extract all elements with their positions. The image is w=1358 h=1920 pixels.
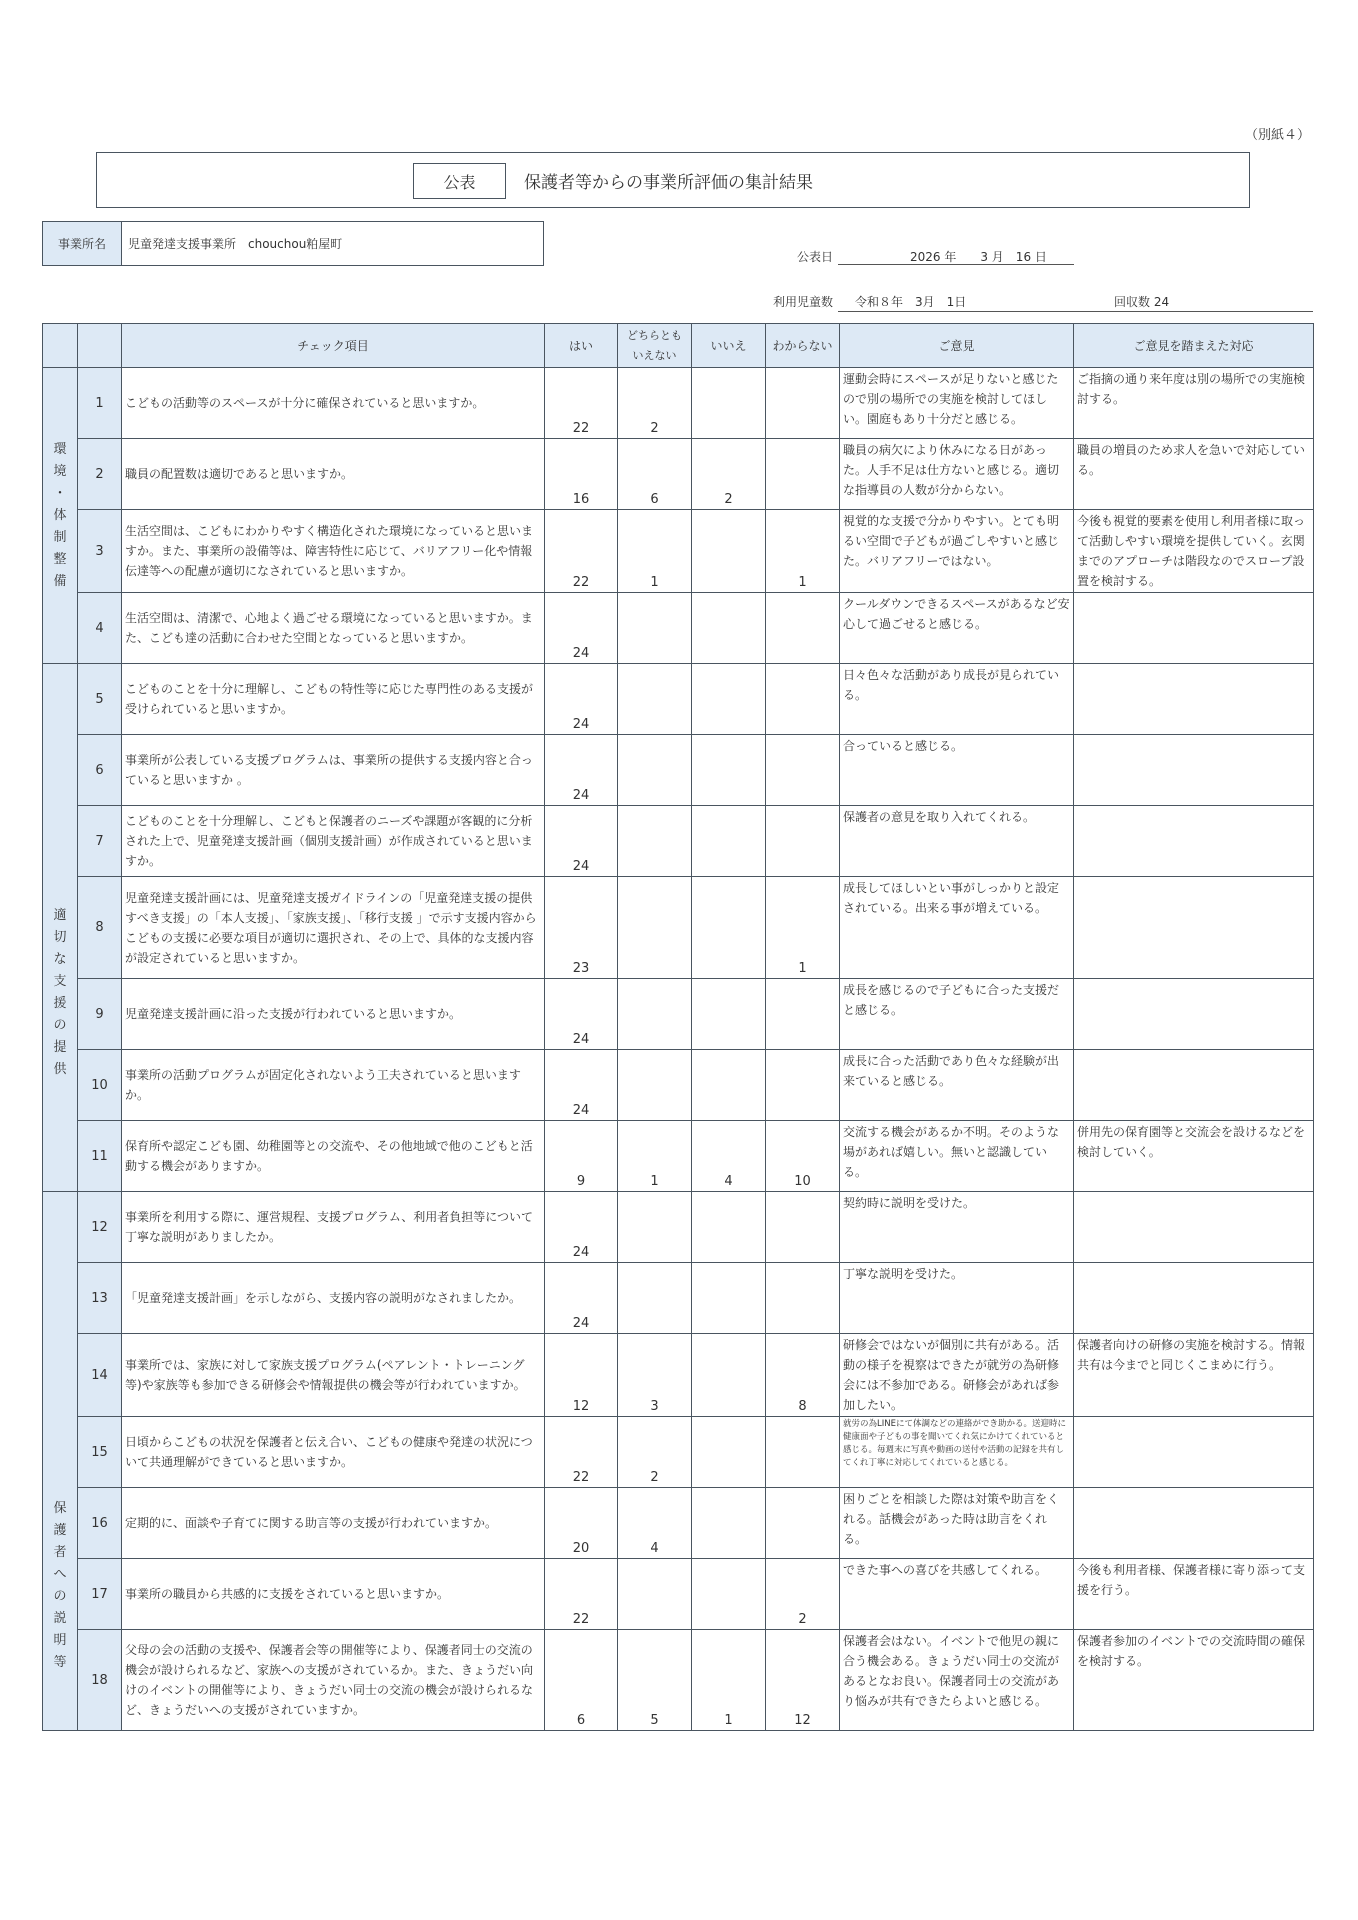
opinion-text: 運動会時にスペースが足りないと感じたので別の場所での実施を検討してほしい。園庭もあり十分だと感じる。 (840, 368, 1074, 439)
count-yes: 24 (545, 1192, 618, 1263)
count-unknown: 8 (766, 1334, 840, 1417)
count-yes: 22 (545, 1417, 618, 1488)
check-item-text: 保育所や認定こども園、幼稚園等との交流や、その他地域で他のこどもと活動する機会がありますか。 (122, 1121, 545, 1192)
count-no (692, 510, 766, 593)
item-number: 1 (78, 368, 122, 439)
opinion-text: 職員の病欠により休みになる日があった。人手不足は仕方ないと感じる。適切な指導員の人数が分からない。 (840, 439, 1074, 510)
count-no (692, 1050, 766, 1121)
check-item-text: 児童発達支援計画に沿った支援が行われていると思いますか。 (122, 979, 545, 1050)
item-number: 3 (78, 510, 122, 593)
check-item-text: こどものことを十分に理解し、こどもの特性等に応じた専門性のある支援が受けられていると思いますか。 (122, 664, 545, 735)
count-yes: 16 (545, 439, 618, 510)
header-yes: はい (545, 324, 618, 368)
count-no (692, 1559, 766, 1630)
check-item-text: 職員の配置数は適切であると思いますか。 (122, 439, 545, 510)
table-row (43, 439, 1314, 510)
count-neutral (618, 593, 692, 664)
section-label (43, 664, 78, 1192)
check-item-text: 「児童発達支援計画」を示しながら、支援内容の説明がなされましたか。 (122, 1263, 545, 1334)
check-item-text: 定期的に、面談や子育てに関する助言等の支援が行われていますか。 (122, 1488, 545, 1559)
count-yes: 23 (545, 877, 618, 979)
count-neutral (618, 877, 692, 979)
response-text: 併用先の保育園等と交流会を設けるなどを検討していく。 (1074, 1121, 1314, 1192)
check-item-text: 事業所を利用する際に、運営規程、支援プログラム、利用者負担等について丁寧な説明がありましたか。 (122, 1192, 545, 1263)
item-number: 8 (78, 877, 122, 979)
count-yes: 24 (545, 664, 618, 735)
table-row (43, 979, 1314, 1050)
section-label-char: の (53, 1589, 67, 1604)
table-header-row (43, 324, 1314, 368)
check-item-text: 児童発達支援計画には、児童発達支援ガイドラインの「児童発達支援の提供すべき支援」の「本人支援」、「家族支援」、「移行支援 」で示す支援内容からこどもの支援に必要な項目が適切に選択され、その上で、具体的な支援内容が設定されていると思いますか。 (122, 877, 545, 979)
check-item-text: 父母の会の活動の支援や、保護者会等の開催等により、保護者同士の交流の機会が設けられるなど、家族への支援がされているか。また、きょうだい向けのイベントの開催等により、きょうだい同士の交流の機会が設けられるなど、きょうだいへの支援がされていますか。 (122, 1630, 545, 1731)
count-no (692, 979, 766, 1050)
section-label-char: 提 (53, 1039, 67, 1055)
table-row (43, 735, 1314, 806)
count-neutral (618, 979, 692, 1050)
opinion-text: 保護者の意見を取り入れてくれる。 (840, 806, 1074, 877)
opinion-text: 交流する機会があるか不明。そのような場があれば嬉しい。無いと認識している。 (840, 1121, 1074, 1192)
section-label-char: 供 (53, 1061, 67, 1077)
count-yes: 9 (545, 1121, 618, 1192)
table-row (43, 1263, 1314, 1334)
opinion-text: 成長に合った活動であり色々な経験が出来ていると感じる。 (840, 1050, 1074, 1121)
count-no (692, 664, 766, 735)
response-text (1074, 1050, 1314, 1121)
item-number: 17 (78, 1559, 122, 1630)
response-text: ご指摘の通り来年度は別の場所での実施検討する。 (1074, 368, 1314, 439)
count-yes: 22 (545, 1559, 618, 1630)
count-no (692, 806, 766, 877)
section-label-char: 適 (53, 907, 67, 923)
table-row (43, 510, 1314, 593)
section-label-char: 境 (53, 463, 67, 479)
section-label-char: 支 (53, 973, 67, 989)
opinion-text: 丁寧な説明を受けた。 (840, 1263, 1074, 1334)
table-row (43, 664, 1314, 735)
section-label-char: な (53, 951, 67, 967)
item-number: 16 (78, 1488, 122, 1559)
check-item-text: こどものことを十分理解し、こどもと保護者のニーズや課題が客観的に分析された上で、児童発達支援計画（個別支援計画）が作成されていると思いますか。 (122, 806, 545, 877)
check-item-text: 事業所では、家族に対して家族支援プログラム(ペアレント・トレーニング等)や家族等も参加できる研修会や情報提供の機会等が行われていますか。 (122, 1334, 545, 1417)
opinion-text: クールダウンできるスペースがあるなど安心して過ごせると感じる。 (840, 593, 1074, 664)
count-no (692, 1417, 766, 1488)
count-no (692, 1263, 766, 1334)
opinion-text: 困りごとを相談した際は対策や助言をくれる。話機会があった時は助言をくれる。 (840, 1488, 1074, 1559)
count-unknown (766, 593, 840, 664)
item-number: 2 (78, 439, 122, 510)
check-item-text: 事業所の活動プログラムが固定化されないよう工夫されていると思いますか。 (122, 1050, 545, 1121)
count-neutral (618, 1559, 692, 1630)
table-row (43, 1630, 1314, 1731)
count-neutral: 5 (618, 1630, 692, 1731)
office-name-label: 事業所名 (43, 222, 122, 265)
count-neutral: 2 (618, 368, 692, 439)
response-text: 保護者参加のイベントでの交流時間の確保を検討する。 (1074, 1630, 1314, 1731)
count-no (692, 877, 766, 979)
count-no: 4 (692, 1121, 766, 1192)
check-item-text: 日頃からこどもの状況を保護者と伝え合い、こどもの健康や発達の状況について共通理解ができていると思いますか。 (122, 1417, 545, 1488)
item-number: 13 (78, 1263, 122, 1334)
count-no (692, 1192, 766, 1263)
table-row (43, 1050, 1314, 1121)
table-row (43, 1417, 1314, 1488)
opinion-text: 日々色々な活動があり成長が見られている。 (840, 664, 1074, 735)
section-label-char: 等 (53, 1655, 67, 1670)
response-text: 保護者向けの研修の実施を検討する。情報共有は今までと同じくこまめに行う。 (1074, 1334, 1314, 1417)
section-label-char: 保 (53, 1501, 67, 1516)
evaluation-table (42, 323, 1314, 1731)
count-neutral: 2 (618, 1417, 692, 1488)
table-row (43, 1121, 1314, 1192)
count-no (692, 1488, 766, 1559)
section-label-char: 者 (53, 1545, 67, 1560)
section-label-char: 整 (53, 551, 67, 567)
response-text (1074, 735, 1314, 806)
office-name-box (42, 221, 544, 266)
section-label-char: 備 (53, 573, 67, 589)
count-no: 2 (692, 439, 766, 510)
section-label (43, 1192, 78, 1731)
opinion-text: 研修会ではないが個別に共有がある。活動の様子を視察はできたが就労の為研修会には不参加である。研修会があれば参加したい。 (840, 1334, 1074, 1417)
count-no (692, 368, 766, 439)
table-row (43, 368, 1314, 439)
count-unknown (766, 735, 840, 806)
header-no (78, 324, 122, 368)
count-neutral (618, 1050, 692, 1121)
count-unknown (766, 439, 840, 510)
table-row (43, 593, 1314, 664)
table-row (43, 1334, 1314, 1417)
count-no (692, 1334, 766, 1417)
section-label-char: へ (53, 1567, 67, 1582)
check-item-text: 事業所の職員から共感的に支援をされていると思いますか。 (122, 1559, 545, 1630)
count-unknown (766, 1263, 840, 1334)
table-row (43, 1559, 1314, 1630)
item-number: 7 (78, 806, 122, 877)
count-neutral (618, 806, 692, 877)
header-opinion: ご意見 (840, 324, 1074, 368)
count-neutral (618, 735, 692, 806)
count-neutral (618, 1192, 692, 1263)
count-neutral: 1 (618, 510, 692, 593)
annex-label: （別紙４） (1245, 128, 1311, 143)
count-unknown (766, 1050, 840, 1121)
count-unknown: 1 (766, 510, 840, 593)
section-label-char: 切 (53, 929, 67, 945)
response-text (1074, 1263, 1314, 1334)
count-unknown: 2 (766, 1559, 840, 1630)
count-yes: 20 (545, 1488, 618, 1559)
count-unknown (766, 1488, 840, 1559)
opinion-text: 契約時に説明を受けた。 (840, 1192, 1074, 1263)
response-text (1074, 806, 1314, 877)
header-neutral: どちらとも いえない (618, 324, 692, 368)
count-no (692, 593, 766, 664)
count-yes: 24 (545, 593, 618, 664)
count-neutral (618, 664, 692, 735)
count-yes: 12 (545, 1334, 618, 1417)
header-section (43, 324, 78, 368)
response-text (1074, 979, 1314, 1050)
section-label (43, 368, 78, 664)
table-row (43, 877, 1314, 979)
opinion-text: 視覚的な支援で分かりやすい。とても明るい空間で子どもが過ごしやすいと感じた。バリアフリーではない。 (840, 510, 1074, 593)
item-number: 18 (78, 1630, 122, 1731)
response-text (1074, 593, 1314, 664)
page-title: 保護者等からの事業所評価の集計結果 (524, 173, 813, 193)
count-yes: 22 (545, 368, 618, 439)
opinion-text: 就労の為LINEにて体調などの連絡ができ助かる。送迎時に健康面や子どもの事を聞いてくれ気にかけてくれていると感じる。毎週末に写真や動画の送付や活動の記録を共有してくれ丁寧に対応してくれていると感じる。 (840, 1417, 1074, 1488)
count-yes: 22 (545, 510, 618, 593)
count-no: 1 (692, 1630, 766, 1731)
count-neutral (618, 1263, 692, 1334)
response-text: 職員の増員のため求人を急いで対応している。 (1074, 439, 1314, 510)
check-item-text: こどもの活動等のスペースが十分に確保されていると思いますか。 (122, 368, 545, 439)
item-number: 4 (78, 593, 122, 664)
item-number: 14 (78, 1334, 122, 1417)
item-number: 5 (78, 664, 122, 735)
count-unknown (766, 806, 840, 877)
user-count-label: 利用児童数 (773, 295, 834, 309)
item-number: 9 (78, 979, 122, 1050)
opinion-text: 合っていると感じる。 (840, 735, 1074, 806)
count-yes: 24 (545, 1263, 618, 1334)
item-number: 12 (78, 1192, 122, 1263)
section-label-char: の (53, 1017, 67, 1033)
response-text: 今後も利用者様、保護者様に寄り添って支援を行う。 (1074, 1559, 1314, 1630)
response-text (1074, 1488, 1314, 1559)
count-unknown: 1 (766, 877, 840, 979)
count-yes: 24 (545, 806, 618, 877)
header-response: ご意見を踏まえた対応 (1074, 324, 1314, 368)
office-name-value: 児童発達支援事業所 chouchou粕屋町 (128, 237, 343, 251)
response-count: 回収数 24 (1114, 295, 1170, 309)
count-unknown: 10 (766, 1121, 840, 1192)
count-unknown (766, 368, 840, 439)
count-neutral: 1 (618, 1121, 692, 1192)
section-label-char: 環 (53, 441, 67, 457)
header-unknown: わからない (766, 324, 840, 368)
publication-badge: 公表 (413, 163, 506, 199)
section-label-char: 援 (53, 995, 67, 1011)
count-unknown (766, 1192, 840, 1263)
table-row (43, 806, 1314, 877)
opinion-text: 成長してほしいとい事がしっかりと設定されている。出来る事が増えている。 (840, 877, 1074, 979)
publication-date-label: 公表日 (797, 250, 834, 264)
check-item-text: 生活空間は、こどもにわかりやすく構造化された環境になっていると思いますか。また、事業所の設備等は、障害特性に応じて、バリアフリー化や情報伝達等への配慮が適切になされていると思いますか。 (122, 510, 545, 593)
response-text: 今後も視覚的要素を使用し利用者様に取って活動しやすい環境を提供していく。玄関までのアプローチは階段なのでスロープ設置を検討する。 (1074, 510, 1314, 593)
response-text (1074, 1192, 1314, 1263)
section-label-char: 護 (53, 1523, 67, 1538)
count-no (692, 735, 766, 806)
publication-date-underline (838, 264, 1074, 265)
check-item-text: 事業所が公表している支援プログラムは、事業所の提供する支援内容と合っていると思いますか 。 (122, 735, 545, 806)
count-unknown: 12 (766, 1630, 840, 1731)
header-no-answer: いいえ (692, 324, 766, 368)
count-yes: 24 (545, 979, 618, 1050)
opinion-text: 保護者会はない。イベントで他児の親に合う機会ある。きょうだい同士の交流があるとなお良い。保護者同士の交流があり悩みが共有できたらよいと感じる。 (840, 1630, 1074, 1731)
item-number: 15 (78, 1417, 122, 1488)
opinion-text: できた事への喜びを共感してくれる。 (840, 1559, 1074, 1630)
opinion-text: 成長を感じるので子どもに合った支援だと感じる。 (840, 979, 1074, 1050)
count-neutral: 3 (618, 1334, 692, 1417)
count-neutral: 4 (618, 1488, 692, 1559)
count-unknown (766, 979, 840, 1050)
count-unknown (766, 664, 840, 735)
count-yes: 24 (545, 735, 618, 806)
count-yes: 6 (545, 1630, 618, 1731)
item-number: 10 (78, 1050, 122, 1121)
header-check-item: チェック項目 (122, 324, 545, 368)
table-row (43, 1488, 1314, 1559)
section-label-char: 説 (53, 1611, 67, 1626)
section-label-char: ・ (53, 485, 67, 501)
response-text (1074, 877, 1314, 979)
check-item-text: 生活空間は、清潔で、心地よく過ごせる環境になっていると思いますか。また、こども達の活動に合わせた空間となっていると思いますか。 (122, 593, 545, 664)
response-text (1074, 664, 1314, 735)
table-row (43, 1192, 1314, 1263)
item-number: 11 (78, 1121, 122, 1192)
section-label-char: 制 (53, 529, 67, 545)
publication-date-value: 2026 年 3 月 16 日 (910, 250, 1047, 264)
user-count-underline (838, 311, 1313, 312)
section-label-char: 明 (53, 1633, 67, 1648)
user-count-date: 令和８年 3月 1日 (855, 295, 967, 309)
count-yes: 24 (545, 1050, 618, 1121)
count-neutral: 6 (618, 439, 692, 510)
item-number: 6 (78, 735, 122, 806)
section-label-char: 体 (53, 507, 67, 523)
response-text (1074, 1417, 1314, 1488)
count-unknown (766, 1417, 840, 1488)
